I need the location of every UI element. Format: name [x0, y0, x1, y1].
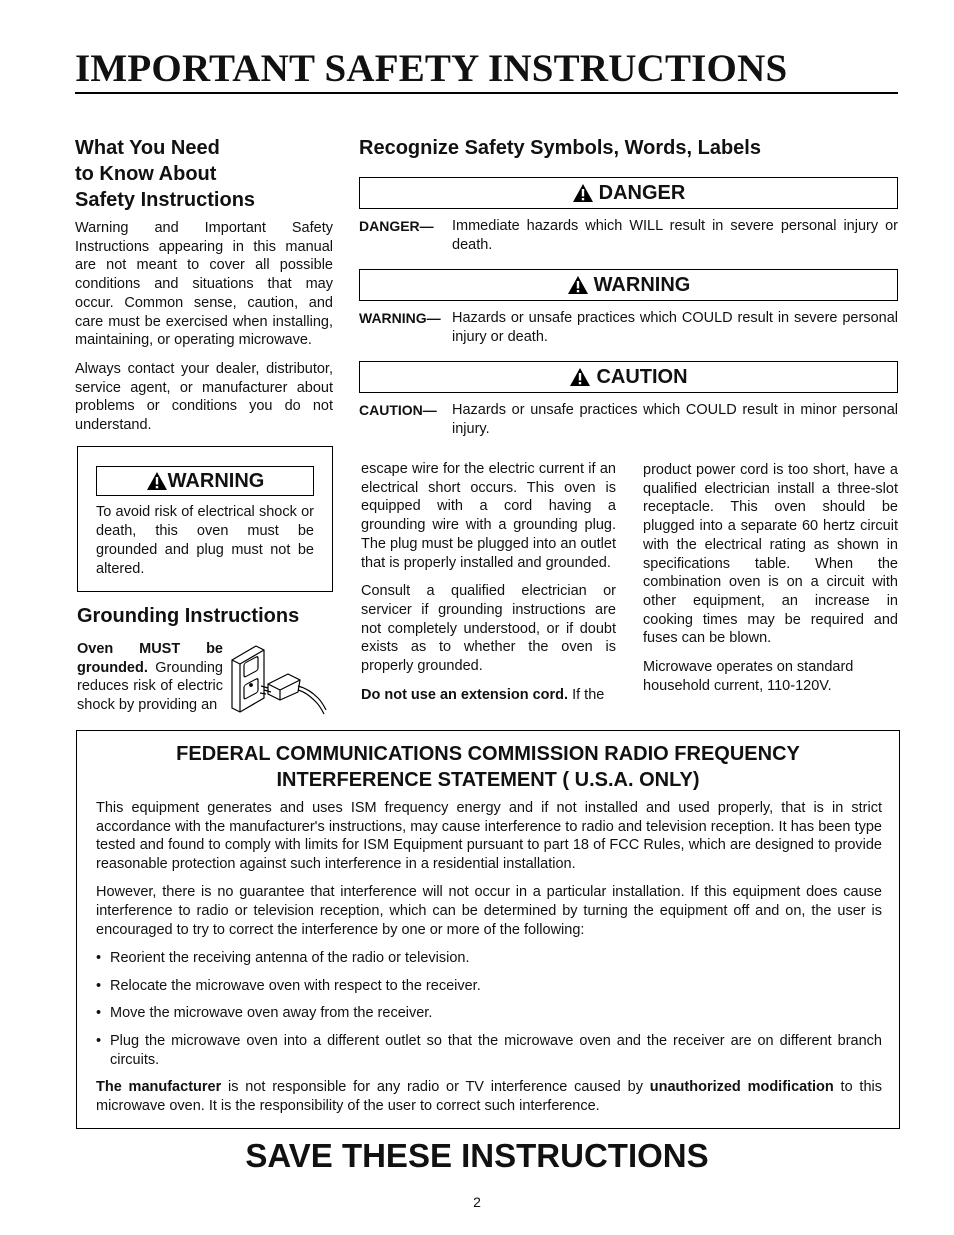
mid-paragraph-3 — [361, 686, 616, 705]
caution-definition-row — [359, 401, 898, 439]
list-item: • Relocate the microwave oven with respect to the receiver. — [96, 977, 882, 996]
caution-label-box — [359, 361, 898, 393]
heading-line: to Know About — [75, 163, 217, 185]
warning-definition: Hazards or unsafe practices which COULD result in severe personal injury or death. — [452, 310, 898, 345]
warning-text: To avoid risk of electrical shock or death, this oven must be grounded and plug must not be altered. — [96, 504, 314, 577]
fcc-bullet-list — [96, 949, 882, 1069]
warning-label: WARNING — [167, 469, 265, 492]
warning-label-box — [96, 466, 314, 496]
list-item: • Move the microwave oven away from the receiver. — [96, 1004, 882, 1023]
warning-triangle-icon — [569, 367, 591, 387]
symbols-heading: Recognize Safety Symbols, Words, Labels — [359, 137, 761, 159]
danger-definition: Immediate hazards which WILL result in severe personal injury or death. — [452, 218, 898, 253]
right-paragraph-1: product power cord is too short, have a qualified electrician install a three-slot receptacle. This oven should be plugged into a separate 60 hertz circuit with the electrical rating as shown in specifications table. When the combination oven is on a circuit with other equipment, an increase in cooking times may be required and fuses can be blown. — [643, 462, 898, 647]
middle-column — [361, 460, 616, 714]
grounding-rest: Grounding reduces risk of electric shock by providing an — [77, 659, 223, 714]
fcc-body — [96, 799, 882, 1125]
caution-definition: Hazards or unsafe practices which COULD result in minor personal injury. — [452, 402, 898, 437]
modification-bold: unauthorized modification — [649, 1079, 834, 1096]
danger-label: DANGER — [598, 181, 686, 204]
manufacturer-bold: The manufacturer — [96, 1079, 222, 1096]
grounding-heading: Grounding Instructions — [77, 605, 300, 627]
mid-paragraph-1: escape wire for the electric current if an electrical short occurs. This oven is equipped with a cord having a grounding wire with a grounding plug. The plug must be plugged into an outlet that is properly installed and grounded. — [361, 461, 616, 571]
danger-definition-row — [359, 217, 898, 255]
warning-term: WARNING— — [359, 310, 441, 326]
what-you-need-heading — [75, 135, 335, 213]
warning-definition-row — [359, 309, 898, 347]
list-item: • Plug the microwave oven into a different outlet so that the microwave oven and the receiver are on different branch circuits. — [96, 1032, 882, 1069]
warning-triangle-icon — [567, 275, 589, 295]
fcc-paragraph-2: However, there is no guarantee that interference will not occur in a particular installation. If this equipment does cause interference to radio or television reception, which can be determined by turning the equipment off and on, the user is encouraged to try to correct the interference by one or more of the following: — [96, 884, 882, 938]
heading-line: What You Need — [75, 137, 220, 159]
final-text-2: to this microwave oven. It is the responsibility of the user to correct such interference. — [96, 1079, 882, 1114]
warning-label: WARNING — [593, 273, 691, 296]
contact-paragraph: Always contact your dealer, distributor, service agent, or manufacturer about problems or conditions you do not understand. — [75, 360, 333, 434]
danger-label-box — [359, 177, 898, 209]
fcc-heading-line: INTERFERENCE STATEMENT ( U.S.A. ONLY) — [276, 769, 700, 791]
fcc-heading-line: FEDERAL COMMUNICATIONS COMMISSION RADIO FREQUENCY — [176, 743, 800, 765]
page-title: IMPORTANT SAFETY INSTRUCTIONS — [75, 46, 898, 94]
page-number: 2 — [473, 1194, 481, 1210]
fcc-final-paragraph — [96, 1078, 882, 1115]
caution-term: CAUTION— — [359, 402, 437, 418]
grounded-plug-illustration — [228, 640, 328, 722]
right-paragraph-2: Microwave operates on standard household current, 110-120V. — [643, 659, 854, 694]
final-text-1: is not responsible for any radio or TV interference caused by — [221, 1079, 650, 1096]
mid-paragraph-2: Consult a qualified electrician or servicer if grounding instructions are not completely understood, or if doubt exists as to whether the oven is properly grounded. — [361, 583, 616, 675]
fcc-heading — [77, 741, 899, 793]
grounding-warning-box — [77, 446, 333, 592]
fcc-paragraph-1: This equipment generates and uses ISM frequency energy and if not installed and used properly, that is in strict accordance with the manufacturer's instructions, may cause interference to radio and television reception. It has been type tested and found to comply with limits for ISM Equipment pursuant to part 18 of FCC Rules, which are designed to provide reasonable protection against such interference in a residential installation. — [96, 800, 882, 872]
intro-paragraph: Warning and Important Safety Instructions appearing in this manual are not meant to cover all possible conditions and situations that may occur. Common sense, caution, and care must be exercised when installing, maintaining, or operating microwave. — [75, 220, 333, 349]
grounding-text — [77, 640, 223, 715]
extension-cord-rest: If the — [568, 686, 605, 703]
caution-label: CAUTION — [596, 365, 688, 388]
extension-cord-bold: Do not use an extension cord. — [361, 686, 569, 703]
intro-text — [75, 219, 333, 445]
heading-line: Safety Instructions — [75, 189, 256, 211]
warning-triangle-icon — [146, 471, 168, 491]
warning-triangle-icon — [572, 183, 594, 203]
grounding-bold: Oven MUST be grounded. — [77, 641, 223, 676]
right-column — [643, 461, 898, 705]
fcc-statement-box — [76, 730, 900, 1129]
save-instructions-heading: SAVE THESE INSTRUCTIONS — [245, 1137, 709, 1174]
warning-label-box — [359, 269, 898, 301]
danger-term: DANGER— — [359, 218, 434, 234]
list-item: • Reorient the receiving antenna of the radio or television. — [96, 949, 882, 968]
